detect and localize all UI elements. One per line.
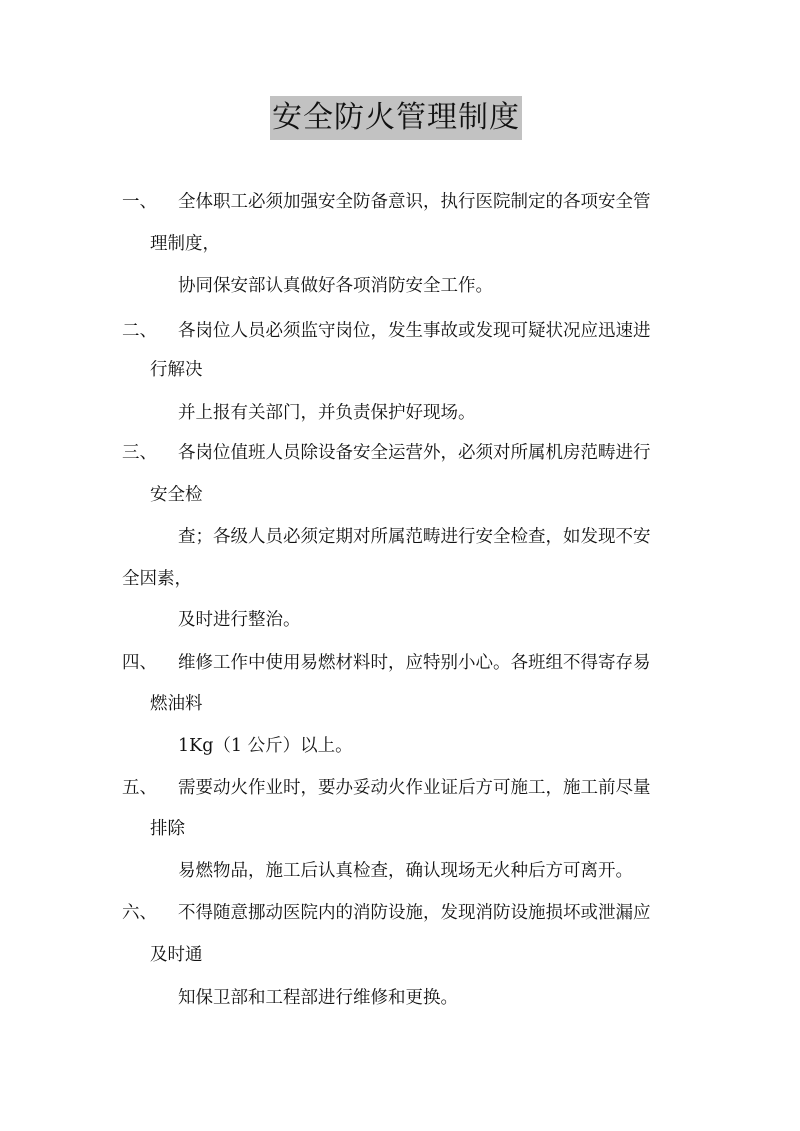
item-number: 一、 [122, 192, 157, 212]
item-text-line: 并上报有关部门，并负责保护好现场。 [178, 403, 476, 423]
item-text-line: 安全检 [150, 485, 203, 505]
item-text-line: 知保卫部和工程部进行维修和更换。 [178, 988, 458, 1008]
item-text-line: 排除 [150, 819, 185, 839]
document-title: 安全防火管理制度 [270, 96, 522, 140]
item-number: 四、 [122, 653, 157, 673]
item-text-line: 全体职工必须加强安全防备意识，执行医院制定的各项安全管 [178, 192, 651, 212]
item-text-line: 各岗位人员必须监守岗位，发生事故或发现可疑状况应迅速进 [178, 321, 651, 341]
item-text-line: 1Kg（1 公斤）以上。 [178, 736, 353, 756]
item-number: 三、 [122, 443, 157, 463]
item-text-line: 行解决 [150, 360, 203, 380]
item-text-line: 燃油料 [150, 694, 203, 714]
item-text-line: 及时通 [150, 945, 203, 965]
item-text-line: 协同保安部认真做好各项消防安全工作。 [178, 276, 493, 296]
item-text-line: 查；各级人员必须定期对所属范畴进行安全检查，如发现不安 [178, 527, 651, 547]
item-text-line: 各岗位值班人员除设备安全运营外，必须对所属机房范畴进行 [178, 443, 651, 463]
item-number: 五、 [122, 778, 157, 798]
item-text-line: 全因素， [122, 569, 192, 589]
item-number: 六、 [122, 903, 157, 923]
item-text-line: 维修工作中使用易燃材料时，应特别小心。各班组不得寄存易 [178, 653, 651, 673]
item-number: 二、 [122, 321, 157, 341]
item-text-line: 及时进行整治。 [178, 610, 301, 630]
item-text-line: 易燃物品，施工后认真检查，确认现场无火种后方可离开。 [178, 861, 633, 881]
item-text-line: 需要动火作业时，要办妥动火作业证后方可施工，施工前尽量 [178, 778, 651, 798]
item-text-line: 理制度， [150, 234, 220, 254]
item-text-line: 不得随意挪动医院内的消防设施，发现消防设施损坏或泄漏应 [178, 903, 651, 923]
